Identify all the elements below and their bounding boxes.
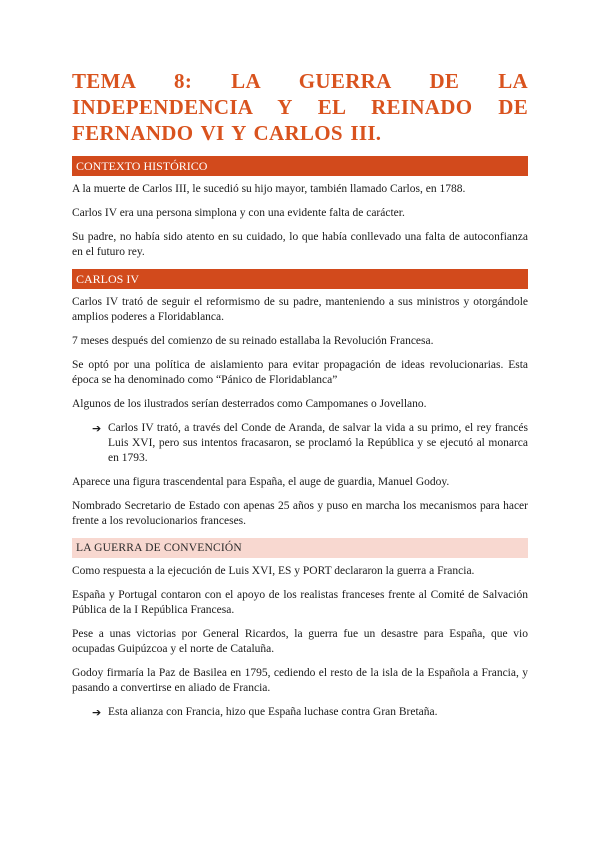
section-heading-contexto-historico: CONTEXTO HISTÓRICO xyxy=(72,156,528,176)
bullet-text: Esta alianza con Francia, hizo que España luchase contra Gran Bretaña. xyxy=(108,706,438,718)
paragraph: Como respuesta a la ejecución de Luis XVI, ES y PORT declararon la guerra a Francia. xyxy=(72,565,475,577)
bullet-item xyxy=(92,421,528,466)
arrow-bullet-icon: ➔ xyxy=(92,706,102,719)
section-heading-carlos-iv: CARLOS IV xyxy=(72,269,528,289)
paragraph: Carlos IV trató de seguir el reformismo de su padre, manteniendo a sus ministros y otorgándole amplios poderes a Floridablanca. xyxy=(72,296,528,323)
page-title: TEMA 8: LA GUERRA DE LA INDEPENDENCIA Y EL REINADO DE FERNANDO VI Y CARLOS III. xyxy=(72,69,528,145)
subsection-heading-guerra-convencion: LA GUERRA DE CONVENCIÓN xyxy=(72,538,528,558)
paragraph: Se optó por una política de aislamiento para evitar propagación de ideas revolucionarias. Esta época se ha denominado como “Pánico de Floridablanca” xyxy=(72,359,528,386)
paragraph: España y Portugal contaron con el apoyo de los realistas franceses frente al Comité de Salvación Pública de la I República Francesa. xyxy=(72,589,528,616)
paragraph: Pese a unas victorias por General Ricardos, la guerra fue un desastre para España, que vio ocupadas Guipúzcoa y el norte de Cataluña. xyxy=(72,628,528,655)
paragraph: A la muerte de Carlos III, le sucedió su hijo mayor, también llamado Carlos, en 1788. xyxy=(72,183,466,195)
paragraph: Godoy firmaría la Paz de Basilea en 1795, cediendo el resto de la isla de la Española a Francia, y pasando a convertirse en aliado de Francia. xyxy=(72,667,528,694)
bullet-text: Carlos IV trató, a través del Conde de Aranda, de salvar la vida a su primo, el rey francés Luis XVI, pero sus intentos fracasaron, se proclamó la República y se ejecutó al monarca en 1793. xyxy=(108,422,528,464)
paragraph: 7 meses después del comienzo de su reinado estallaba la Revolución Francesa. xyxy=(72,335,434,347)
paragraph: Algunos de los ilustrados serían desterrados como Campomanes o Jovellano. xyxy=(72,398,427,410)
paragraph: Carlos IV era una persona simplona y con una evidente falta de carácter. xyxy=(72,207,405,219)
document-page xyxy=(72,68,528,729)
paragraph: Aparece una figura trascendental para España, el auge de guardia, Manuel Godoy. xyxy=(72,476,450,488)
paragraph: Nombrado Secretario de Estado con apenas 25 años y puso en marcha los mecanismos para hacer frente a los revolucionarios franceses. xyxy=(72,500,528,527)
bullet-item xyxy=(92,705,528,720)
arrow-bullet-icon: ➔ xyxy=(92,422,102,435)
paragraph: Su padre, no había sido atento en su cuidado, lo que había conllevado una falta de autoconfianza en el futuro rey. xyxy=(72,231,528,258)
